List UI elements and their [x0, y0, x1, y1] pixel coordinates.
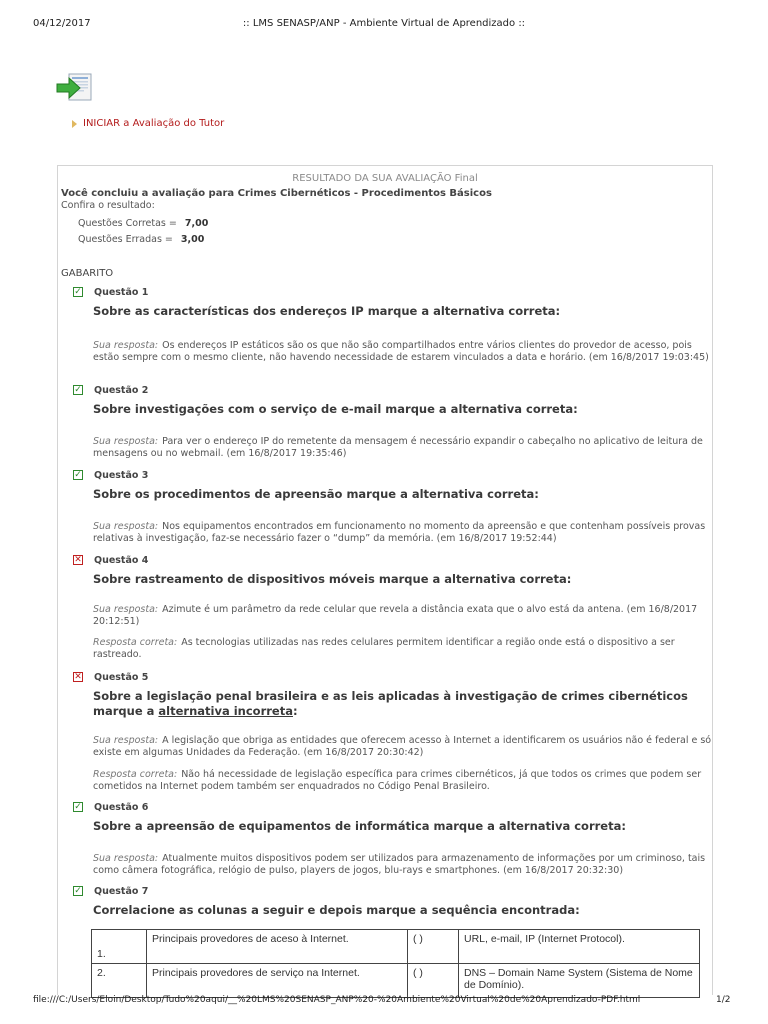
- check-icon: ✓: [74, 469, 82, 480]
- question-6: [73, 801, 713, 876]
- footer-file-path: file:///C:/Users/Eloin/Desktop/Tudo%20aqui/__%20LMS%20SENASP_ANP%20-%20Ambiente%20Virtual%20de%20Aprendizado-PDF.html: [33, 995, 641, 1005]
- table-cell: 1.: [92, 930, 147, 964]
- browser-date: 04/12/2017: [33, 18, 91, 29]
- start-evaluation-link[interactable]: [72, 118, 224, 129]
- wrong-label: Questões Erradas =: [78, 234, 173, 245]
- your-answer: [93, 521, 713, 545]
- correct-value: 7,00: [184, 218, 209, 229]
- check-icon: ✓: [74, 885, 82, 896]
- correct-answer: [93, 769, 713, 793]
- correct-answer-text: Não há necessidade de legislação específica para crimes cibernéticos, já que todos os crimes que podem ser cometidos na Internet podem também ser enquadrados no Código Penal Brasileiro.: [93, 769, 702, 792]
- answer-text: Azimute é um parâmetro da rede celular que revela a distância exata que o alvo está da antena. (em 16/8/2017 20:12:51): [93, 604, 698, 627]
- correct-answer-text: As tecnologias utilizadas nas redes celulares permitem identificar a região onde está o dispositivo a ser rastreado.: [93, 637, 675, 660]
- question-2: [73, 384, 713, 459]
- cross-icon: ✕: [74, 554, 82, 565]
- result-title: RESULTADO DA SUA AVALIAÇÃO Final: [292, 173, 478, 184]
- check-icon: ✓: [74, 384, 82, 395]
- wrong-value: 3,00: [180, 234, 205, 245]
- answer-text: Os endereços IP estáticos são os que não são compartilhados entre vários clientes do provedor de acesso, pois estão sempre com o mesmo cliente, não havendo necessidade de estarem vinculados a data e horário. (em 16/8/2017 19:03:45): [93, 340, 709, 363]
- question-3: [73, 469, 713, 544]
- correct-count: [78, 218, 208, 229]
- document-arrow-icon: [55, 72, 95, 104]
- start-evaluation-label[interactable]: INICIAR a Avaliação do Tutor: [83, 118, 225, 129]
- check-icon: ✓: [74, 801, 82, 812]
- correct-answer-label: Resposta correta:: [93, 769, 178, 780]
- your-answer: [93, 436, 713, 460]
- table-cell: Principais provedores de aceso à Internet.: [147, 930, 408, 964]
- question-5: [73, 671, 713, 792]
- statement-underlined: alternativa incorreta: [158, 704, 293, 718]
- question-number: Questão 2: [94, 384, 149, 396]
- question-statement: Correlacione as colunas a seguir e depois marque a sequência encontrada:: [93, 903, 580, 917]
- your-answer: [93, 735, 713, 759]
- question-number: Questão 7: [94, 885, 149, 897]
- answer-text: Nos equipamentos encontrados em funcionamento no momento da apreensão e que contenham possíveis provas relativas à investigação, faz-se necessário fazer o “dump” da memória. (em 16/8/2017 19:52:44): [93, 521, 706, 544]
- answer-label: Sua resposta:: [93, 340, 159, 351]
- your-answer: [93, 604, 713, 628]
- cross-icon: ✕: [74, 671, 82, 682]
- question-4: [73, 554, 713, 660]
- result-panel: [57, 165, 713, 995]
- table-row: [92, 930, 700, 964]
- footer-page-number: 1/2: [716, 995, 731, 1005]
- question-statement: Sobre investigações com o serviço de e-mail marque a alternativa correta:: [93, 402, 578, 416]
- gabarito-heading: GABARITO: [61, 268, 114, 279]
- check-icon: ✓: [74, 286, 82, 297]
- arrow-right-icon: [72, 120, 77, 128]
- question-statement: Sobre rastreamento de dispositivos móveis marque a alternativa correta:: [93, 572, 572, 586]
- answer-label: Sua resposta:: [93, 735, 159, 746]
- answer-label: Sua resposta:: [93, 853, 159, 864]
- question-number: Questão 6: [94, 801, 149, 813]
- answer-text: Para ver o endereço IP do remetente da mensagem é necessário expandir o cabeçalho no aplicativo de leitura de mensagens ou no webmail. (em 16/8/2017 19:35:46): [93, 436, 703, 459]
- question-statement: Sobre os procedimentos de apreensão marque a alternativa correta:: [93, 487, 539, 501]
- your-answer: [93, 853, 713, 877]
- question-statement: [93, 689, 713, 719]
- answer-label: Sua resposta:: [93, 521, 159, 532]
- question-number: Questão 5: [94, 671, 149, 683]
- table-cell: DNS – Domain Name System (Sistema de Nome de Domínio).: [459, 964, 700, 998]
- correlation-table: [91, 929, 700, 998]
- answer-text: A legislação que obriga as entidades que oferecem acesso à Internet a identificarem os usuários não é federal e só existe em algumas Unidades da Federação. (em 16/8/2017 20:30:42): [93, 735, 712, 758]
- question-number: Questão 3: [94, 469, 149, 481]
- table-cell: Principais provedores de serviço na Internet.: [147, 964, 408, 998]
- question-statement: Sobre a apreensão de equipamentos de informática marque a alternativa correta:: [93, 819, 626, 833]
- wrong-count: [78, 234, 204, 245]
- table-cell: URL, e-mail, IP (Internet Protocol).: [459, 930, 700, 964]
- question-7: [73, 885, 713, 917]
- answer-label: Sua resposta:: [93, 436, 159, 447]
- table-cell: 2.: [92, 964, 147, 998]
- table-cell: ( ): [408, 930, 459, 964]
- answer-label: Sua resposta:: [93, 604, 159, 615]
- page-title: :: LMS SENASP/ANP - Ambiente Virtual de Aprendizado ::: [242, 18, 526, 29]
- question-number: Questão 1: [94, 286, 149, 298]
- your-answer: [93, 340, 713, 364]
- confira-label: Confira o resultado:: [61, 200, 155, 211]
- concluded-message: Você concluiu a avaliação para Crimes Cibernéticos - Procedimentos Básicos: [61, 188, 492, 199]
- correct-answer-label: Resposta correta:: [93, 637, 178, 648]
- question-statement: Sobre as características dos endereços IP marque a alternativa correta:: [93, 304, 561, 318]
- table-row: [92, 964, 700, 998]
- statement-prefix: Sobre a legislação penal brasileira e as leis aplicadas à investigação de crimes cibernéticos marque a: [93, 689, 688, 718]
- correct-label: Questões Corretas =: [78, 218, 177, 229]
- correct-answer: [93, 637, 713, 661]
- answer-text: Atualmente muitos dispositivos podem ser utilizados para armazenamento de informações por um criminoso, tais como câmera fotográfica, relógio de pulso, players de jogos, blu-rays e smartphones. (em 16/8/2017 20:32:30): [93, 853, 706, 876]
- question-number: Questão 4: [94, 554, 149, 566]
- question-1: [73, 286, 713, 363]
- statement-suffix: :: [292, 704, 298, 718]
- table-cell: ( ): [408, 964, 459, 998]
